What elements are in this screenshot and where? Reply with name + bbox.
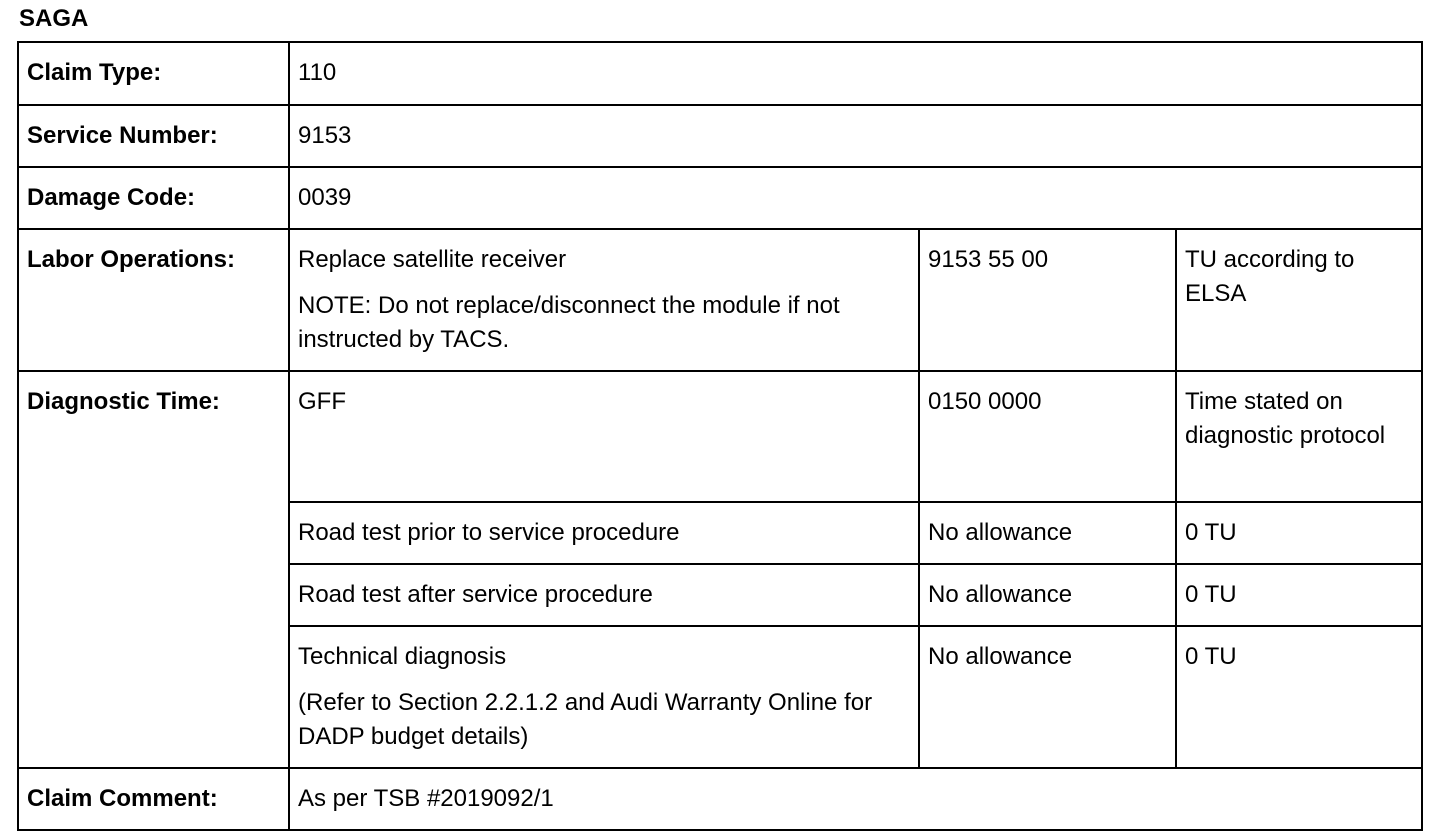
claim-comment-row — [18, 768, 1422, 830]
page-title: SAGA — [19, 5, 89, 32]
diagnostic-description: Road test after service procedure — [289, 564, 919, 626]
service-number-row — [18, 105, 1422, 167]
saga-table — [17, 41, 1423, 831]
diagnostic-description: GFF — [289, 371, 919, 502]
labor-operations-description: Replace satellite receiver — [298, 246, 567, 273]
diagnostic-time: 0 TU — [1176, 564, 1422, 626]
diagnostic-description: Road test prior to service procedure — [289, 502, 919, 564]
claim-comment-label: Claim Comment: — [18, 768, 289, 830]
diagnostic-time: Time stated on diagnostic protocol — [1176, 371, 1422, 502]
claim-type-label: Claim Type: — [18, 42, 289, 105]
claim-type-value: 110 — [289, 42, 1422, 105]
labor-operations-note: NOTE: Do not replace/disconnect the module if not instructed by TACS. — [298, 292, 840, 353]
labor-operations-code: 9153 55 00 — [919, 229, 1176, 371]
damage-code-label: Damage Code: — [18, 167, 289, 229]
diagnostic-time: 0 TU — [1176, 502, 1422, 564]
service-number-value: 9153 — [289, 105, 1422, 167]
labor-operations-time: TU according to ELSA — [1176, 229, 1422, 371]
diagnostic-time-label: Diagnostic Time: — [18, 371, 289, 768]
labor-operations-description-cell — [289, 229, 919, 371]
diagnostic-code: 0150 0000 — [919, 371, 1176, 502]
service-number-label: Service Number: — [18, 105, 289, 167]
diagnostic-code: No allowance — [919, 564, 1176, 626]
diagnostic-description: Technical diagnosis — [298, 643, 507, 670]
claim-type-row — [18, 42, 1422, 105]
claim-comment-value: As per TSB #2019092/1 — [289, 768, 1422, 830]
diagnostic-time: 0 TU — [1176, 626, 1422, 768]
labor-operations-label: Labor Operations: — [18, 229, 289, 371]
diagnostic-note: (Refer to Section 2.2.1.2 and Audi Warranty Online for DADP budget details) — [298, 689, 873, 750]
diagnostic-description-cell — [289, 626, 919, 768]
labor-operations-row — [18, 229, 1422, 371]
damage-code-row — [18, 167, 1422, 229]
diagnostic-code: No allowance — [919, 502, 1176, 564]
diagnostic-row — [18, 371, 1422, 502]
diagnostic-code: No allowance — [919, 626, 1176, 768]
damage-code-value: 0039 — [289, 167, 1422, 229]
